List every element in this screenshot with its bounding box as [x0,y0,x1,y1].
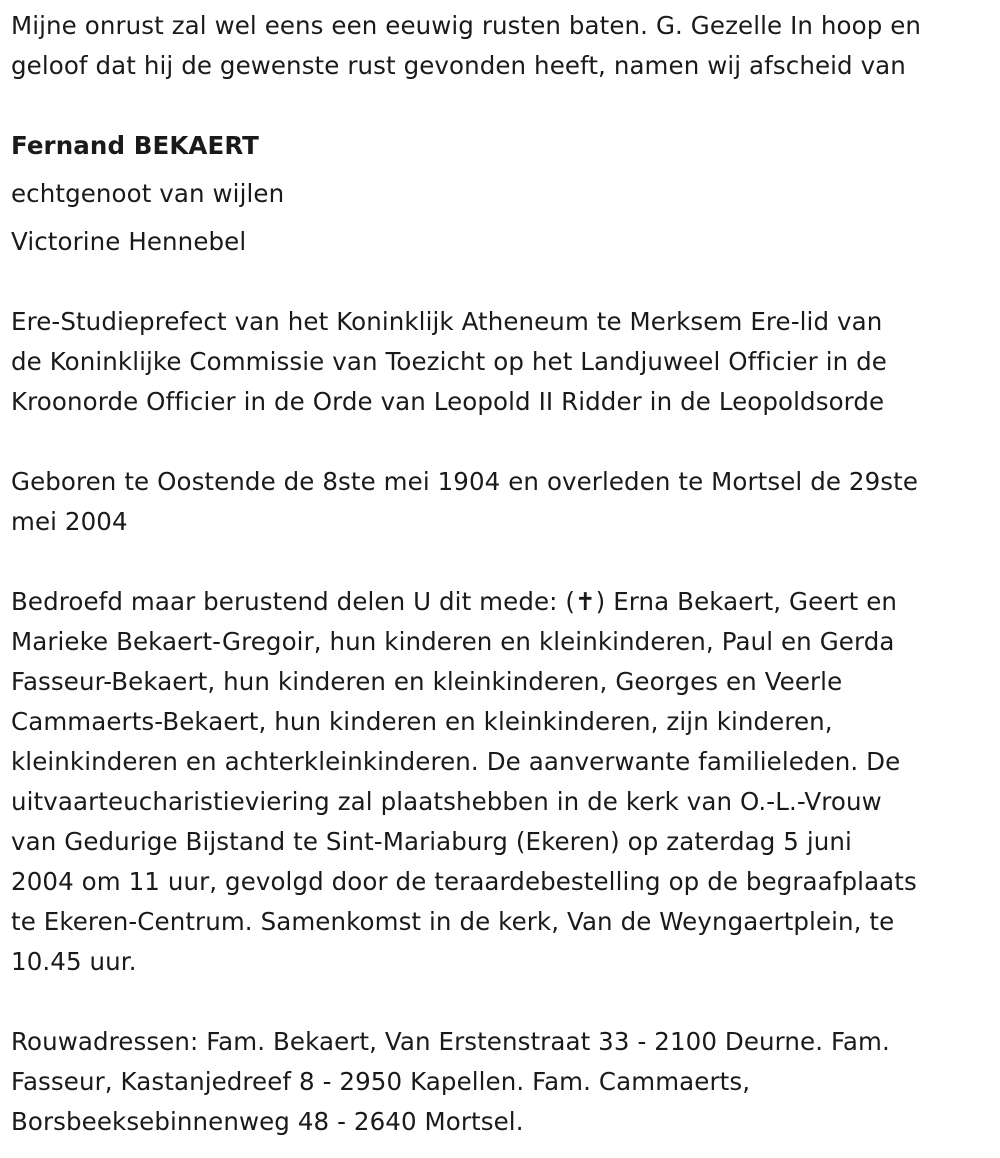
address-line: Fasseur, Kastanjedreef 8 - 2950 Kapellen. Fam. Cammaerts, [11,1067,751,1096]
announcement-line: Bedroefd maar berustend delen U dit mede: (✝) Erna Bekaert, Geert en [11,587,898,616]
announcement-line: 2004 om 11 uur, gevolgd door de teraardebestelling op de begraafplaats [11,867,917,896]
birth-death-line: Geboren te Oostende de 8ste mei 1904 en overleden te Mortsel de 29ste [11,467,919,496]
announcement-line: Marieke Bekaert-Gregoir, hun kinderen en kleinkinderen, Paul en Gerda [11,627,895,656]
intro-line: geloof dat hij de gewenste rust gevonden heeft, namen wij afscheid van [11,51,906,80]
address-line: Borsbeeksebinnenweg 48 - 2640 Mortsel. [11,1107,524,1136]
announcement-line: Cammaerts-Bekaert, hun kinderen en kleinkinderen, zijn kinderen, [11,707,833,736]
birth-death-line: mei 2004 [11,507,128,536]
titles-line: Ere-Studieprefect van het Koninklijk Atheneum te Merksem Ere-lid van [11,307,883,336]
spouse-name: Victorine Hennebel [11,227,247,256]
titles-line: Kroonorde Officier in de Orde van Leopold II Ridder in de Leopoldsorde [11,387,885,416]
announcement-line: kleinkinderen en achterkleinkinderen. De aanverwante familieleden. De [11,747,901,776]
intro-line: Mijne onrust zal wel eens een eeuwig rusten baten. G. Gezelle In hoop en [11,11,922,40]
deceased-name: Fernand BEKAERT [11,131,259,160]
announcement-line: Fasseur-Bekaert, hun kinderen en kleinkinderen, Georges en Veerle [11,667,843,696]
deceased-relation: echtgenoot van wijlen [11,179,285,208]
address-line: Rouwadressen: Fam. Bekaert, Van Erstenstraat 33 - 2100 Deurne. Fam. [11,1027,890,1056]
announcement-line: uitvaarteucharistieviering zal plaatshebben in de kerk van O.-L.-Vrouw [11,787,882,816]
announcement-line: van Gedurige Bijstand te Sint-Mariaburg (Ekeren) op zaterdag 5 juni [11,827,852,856]
titles-line: de Koninklijke Commissie van Toezicht op het Landjuweel Officier in de [11,347,887,376]
announcement-line: 10.45 uur. [11,947,137,976]
announcement-line: te Ekeren-Centrum. Samenkomst in de kerk, Van de Weyngaertplein, te [11,907,895,936]
